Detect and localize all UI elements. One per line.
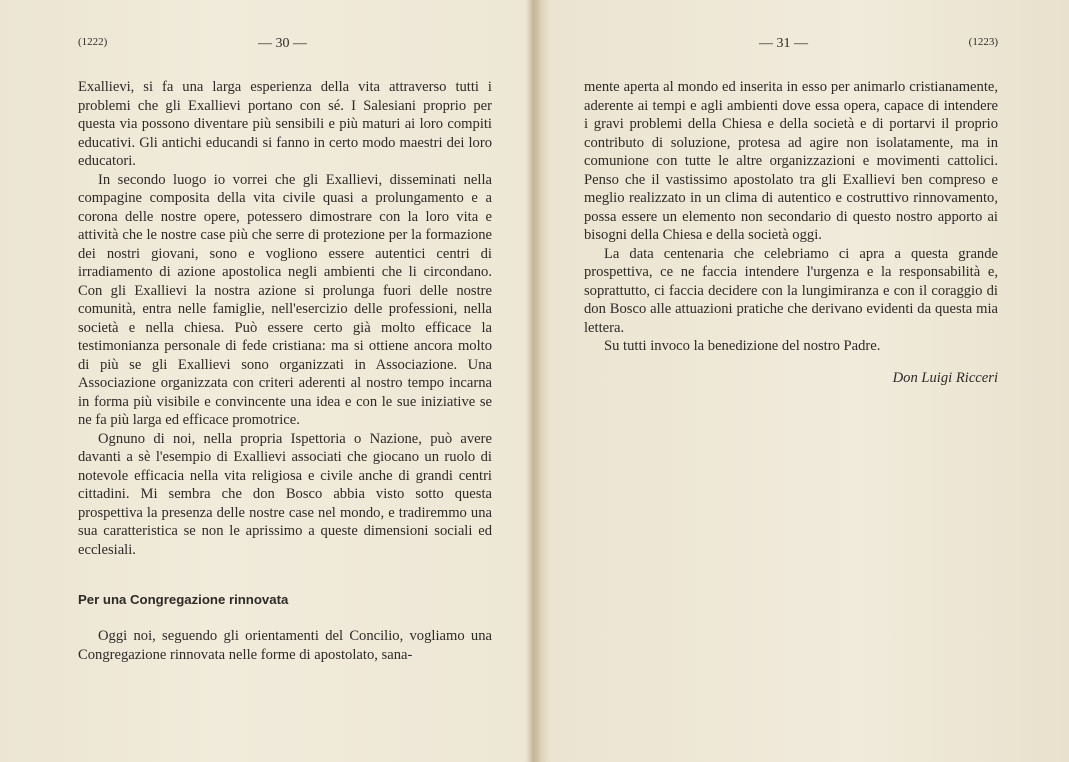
book-gutter xyxy=(527,0,541,762)
left-paragraph-3: Ognuno di noi, nella propria Ispettoria o Nazione, può avere davanti a sè l'esempio di Exallievi associati che giocano un ruolo di notevole efficacia nella vita religiosa e civile anche di grandi centri cittadini. Mi sembra che don Bosco abbia visto sotto questa prospettiva la presenza delle nostre case nel mondo, e tradiremmo una sua caratteristica se non le aprissimo a queste dimensioni sociali ed ecclesiali. xyxy=(78,430,492,558)
left-page xyxy=(78,36,492,664)
left-paragraph-1: Exallievi, si fa una larga esperienza della vita attraverso tutti i problemi che gli Exallievi portano con sé. I Salesiani proprio per questa via possono diventare più sensibili e più maturi ai loro compiti educativi. Gli antichi educandi si fanno in certo modo maestri dei loro educatori. xyxy=(78,79,492,169)
right-bracket-number: (1223) xyxy=(968,36,998,48)
right-paragraph-1: mente aperta al mondo ed inserita in esso per animarlo cristianamente, aderente ai tempi e agli ambienti dove essa opera, capace di intendere i gravi problemi della Chiesa e della società e di portarvi il proprio contributo di soluzione, protesa ad agire non isolatamente, ma in comunione con tutte le altre organizzazioni e movimenti cattolici. Penso che il vastissimo apostolato tra gli Exallievi ben compreso e meglio realizzato in un clima di autentico e costruttivo rinnovamento, possa essere un elemento non secondario di questo nostro apporto ai bisogni della Chiesa e della società oggi. xyxy=(584,79,998,243)
section-heading: Per una Congregazione rinnovata xyxy=(78,592,289,607)
right-page-header xyxy=(584,36,998,58)
left-page-header xyxy=(78,36,492,58)
right-paragraph-3: Su tutti invoco la benedizione del nostro Padre. xyxy=(604,338,881,354)
left-page-body xyxy=(78,78,492,664)
right-page-number: — 31 — xyxy=(759,36,808,51)
right-page xyxy=(584,36,998,387)
left-bracket-number: (1222) xyxy=(78,36,108,48)
left-page-number: — 30 — xyxy=(258,36,307,51)
left-paragraph-2: In secondo luogo io vorrei che gli Exallievi, disseminati nella compagine composita della vita civile quasi a prolungamento e a corona delle nostre opere, potessero dimostrare con la loro vita e attività che le nostre case più che serre di protezione per la formazione dei nostri giovani, sono e vogliono essere autentici centri di irradiamento di azione apostolica negli ambienti che li circondano. Con gli Exallievi la nostra azione si prolunga fuori delle nostre comunità, entra nelle famiglie, nell'esercizio delle professioni, nella società e nella chiesa. Può essere certo già molto efficace la testimonianza personale di fede cristiana: ma si ottiene ancora molto di più se gli Exallievi sono organizzati in Associazione. Una Associazione organizzata con criteri aderenti al nostro tempo incarna in forma più visibile e convincente una idea e con le sue iniziative se ne fa più larga ed efficace promotrice. xyxy=(78,171,492,428)
right-page-body xyxy=(584,78,998,387)
signature: Don Luigi Ricceri xyxy=(892,369,998,386)
left-paragraph-4: Oggi noi, seguendo gli orientamenti del Concilio, vogliamo una Congregazione rinnovata nelle forme di apostolato, sana- xyxy=(78,628,492,663)
right-paragraph-2: La data centenaria che celebriamo ci apra a questa grande prospettiva, ce ne faccia intendere l'urgenza e la responsabilità e, soprattutto, ci faccia decidere con la lungimiranza e con il coraggio di don Bosco alle attuazioni pratiche che derivano evidenti da questa mia lettera. xyxy=(584,245,998,336)
